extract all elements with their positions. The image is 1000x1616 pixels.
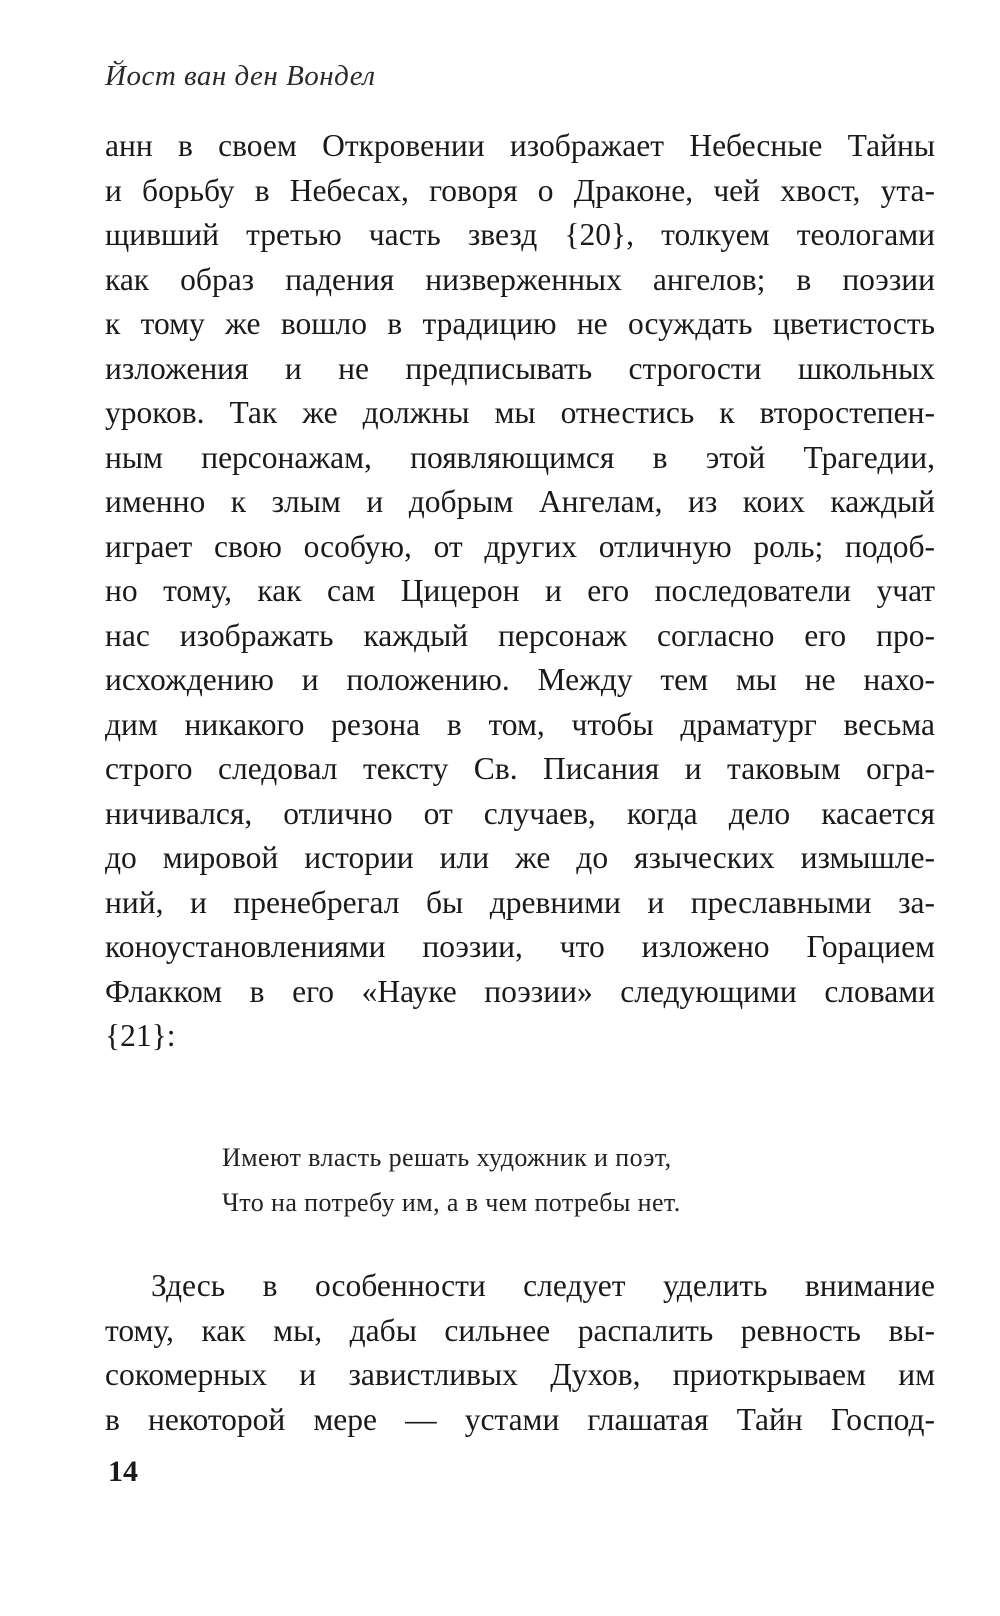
text-line: исхождению и положению. Между тем мы не нахо- — [105, 662, 935, 697]
page-number: 14 — [108, 1455, 138, 1488]
text-line: коноустановлениями поэзии, что изложено Горацием — [105, 929, 935, 964]
text-line: анн в своем Откровении изображает Небесные Тайны — [105, 128, 935, 163]
text-line: и борьбу в Небесах, говоря о Драконе, чей хвост, ута- — [105, 172, 935, 208]
text-line: уроков. Так же должны мы отнестись к второстепен- — [105, 395, 935, 430]
text-line: Флакком в его «Науке поэзии» следующими словами — [105, 973, 935, 1009]
running-head: Йост ван ден Вондел — [105, 60, 376, 92]
text-line: ничивался, отлично от случаев, когда дело касается — [105, 795, 935, 831]
text-line: играет свою особую, от других отличную роль; подоб- — [105, 528, 935, 564]
text-line: к тому же вошло в традицию не осуждать цветистость — [105, 306, 935, 341]
paragraph-2 — [105, 1264, 935, 1442]
text-line: сокомерных и завистливых Духов, приоткрываем им — [105, 1357, 935, 1392]
verse-line: Что на потребу им, а в чем потребы нет. — [222, 1188, 681, 1217]
text-line: щивший третью часть звезд {20}, толкуем теологами — [105, 217, 935, 252]
text-line: в некоторой мере — устами глашатая Тайн Господ- — [105, 1401, 935, 1437]
text-line: но тому, как сам Цицерон и его последователи учат — [105, 573, 935, 608]
paragraph-1 — [105, 124, 935, 1059]
text-line: как образ падения низверженных ангелов; в поэзии — [105, 261, 935, 297]
text-line: тому, как мы, дабы сильнее распалить ревность вы- — [105, 1312, 935, 1348]
text-line: именно к злым и добрым Ангелам, из коих каждый — [105, 484, 935, 519]
verse-quote — [222, 1135, 681, 1225]
text-line: строго следовал тексту Св. Писания и таковым огра- — [105, 751, 935, 786]
text-line: ний, и пренебрегал бы древними и преславными за- — [105, 884, 935, 920]
text-line: Здесь в особенности следует уделить внимание — [151, 1268, 935, 1303]
text-line: изложения и не предписывать строгости школьных — [105, 350, 935, 386]
text-line: дим никакого резона в том, чтобы драматург весьма — [105, 706, 935, 742]
text-line: {21}: — [105, 1018, 176, 1053]
text-line: нас изображать каждый персонаж согласно его про- — [105, 617, 935, 653]
text-line: до мировой истории или же до языческих измышле- — [105, 840, 935, 875]
text-line: ным персонажам, появляющимся в этой Трагедии, — [105, 439, 935, 475]
verse-line: Имеют власть решать художник и поэт, — [222, 1143, 672, 1172]
